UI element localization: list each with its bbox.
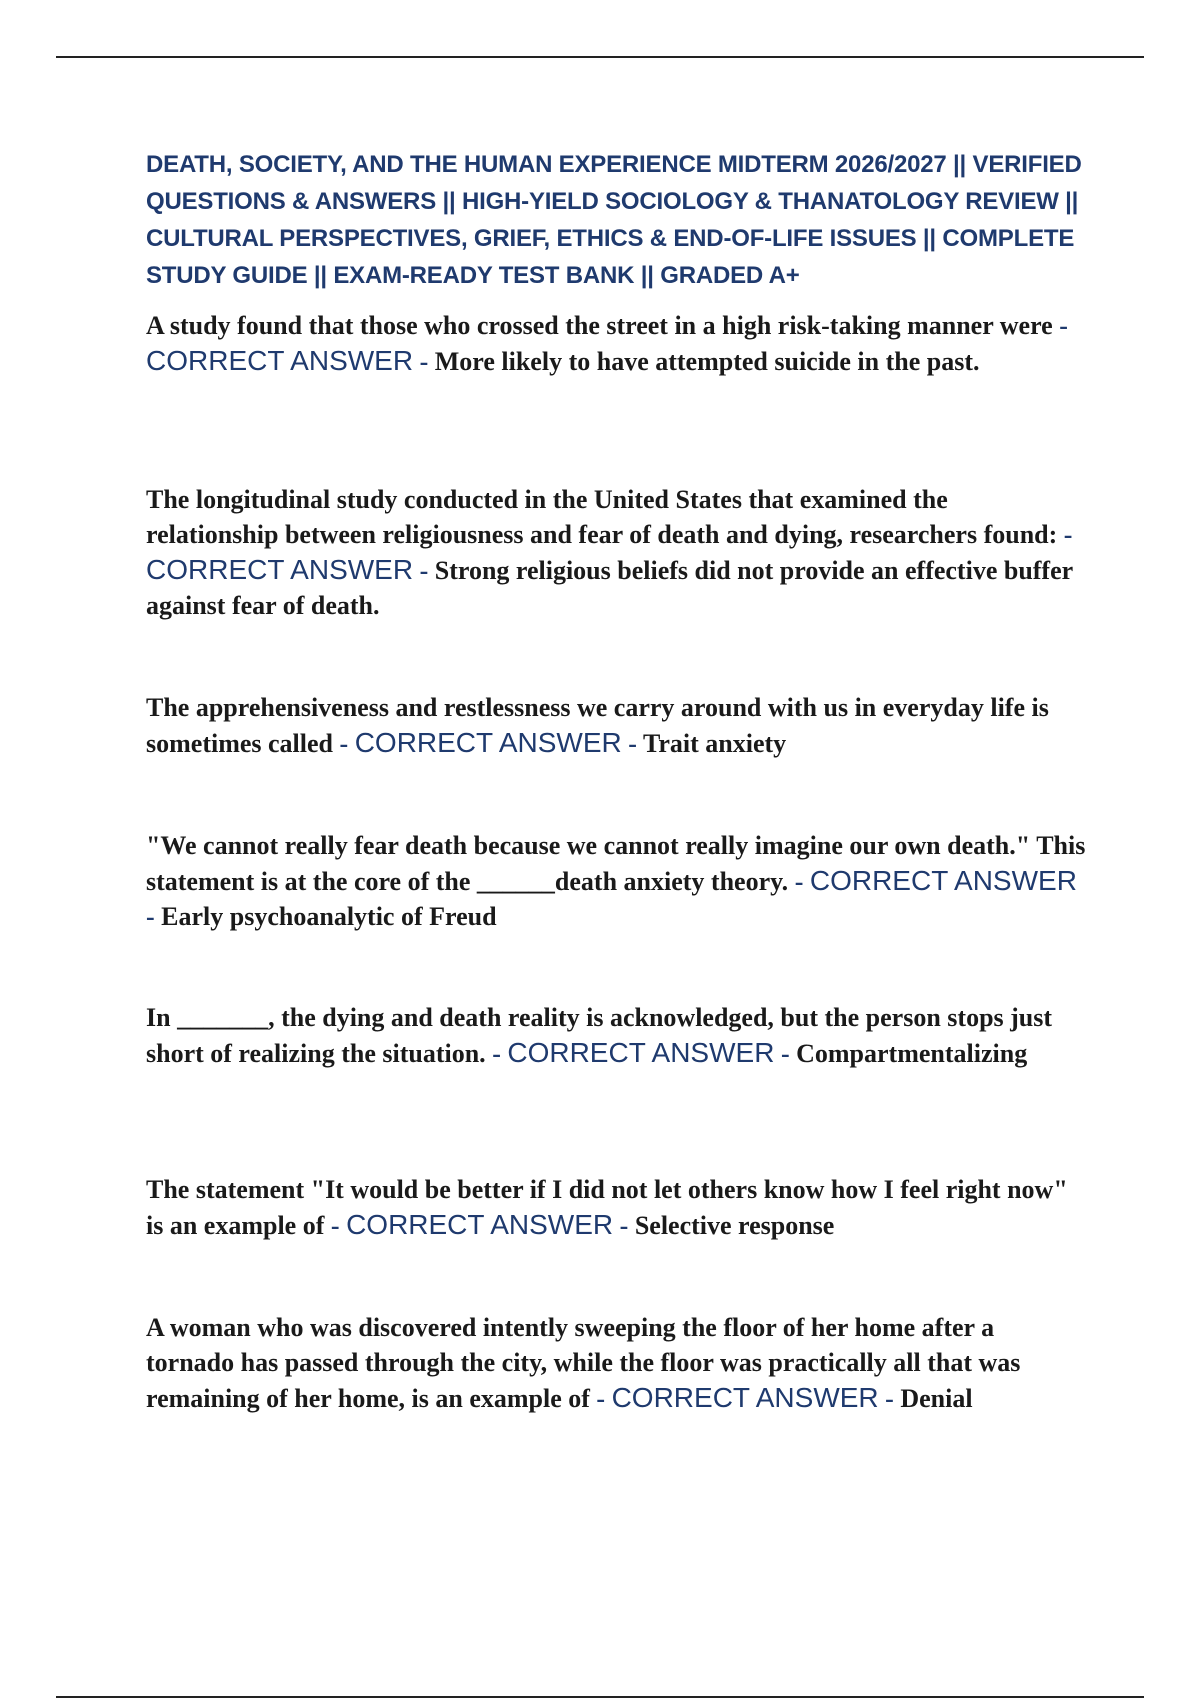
qa-item-2 <box>146 482 1086 623</box>
qa-item-6 <box>146 1172 1086 1243</box>
answer-text: Compartmentalizing <box>796 1039 1028 1068</box>
document-title: DEATH, SOCIETY, AND THE HUMAN EXPERIENCE MIDTERM 2026/2027 || VERIFIED QUESTIONS & ANSWERS || HIGH-YIELD SOCIOLOGY & THANATOLOGY REVIEW || CULTURAL PERSPECTIVES, GRIEF, ETHICS & END-OF-LIFE ISSUES || COMPLETE STUDY GUIDE || EXAM-READY TEST BANK || GRADED A+ <box>146 151 1082 289</box>
qa-item-5 <box>146 1000 1086 1071</box>
answer-text: More likely to have attempted suicide in the past. <box>434 347 980 376</box>
separator: - <box>492 1039 501 1068</box>
question-text: In _______, the dying and death reality is acknowledged, but the person stops just short of realizing the situation. <box>146 1003 1053 1068</box>
separator: - <box>780 1039 790 1068</box>
answer-text: Early psychoanalytic of Freud <box>161 902 497 931</box>
question-text: A woman who was discovered intently sweeping the floor of her home after a tornado has passed through the city, while the floor was practically all that was remaining of her home, is an example of <box>146 1313 1021 1413</box>
correct-answer-label: CORRECT ANSWER <box>146 345 414 376</box>
correct-answer-label: CORRECT ANSWER <box>354 727 622 758</box>
answer-text: Selective response <box>634 1211 835 1240</box>
separator: - <box>339 729 349 758</box>
separator: - <box>330 1211 340 1240</box>
correct-answer-label: CORRECT ANSWER <box>146 554 414 585</box>
separator: - <box>1063 520 1073 549</box>
separator: - <box>619 1211 629 1240</box>
qa-item-1 <box>146 308 1086 379</box>
separator: - <box>885 1384 894 1413</box>
separator: - <box>628 729 637 758</box>
qa-item-3 <box>146 690 1086 761</box>
answer-text: Trait anxiety <box>642 729 787 758</box>
correct-answer-label: CORRECT ANSWER <box>507 1037 775 1068</box>
bottom-rule <box>56 1696 1144 1698</box>
correct-answer-label: CORRECT ANSWER <box>809 865 1077 896</box>
top-rule <box>56 56 1144 58</box>
question-text: The longitudinal study conducted in the United States that examined the relationship between religiousness and fear of death and dying, researchers found: <box>146 485 1058 549</box>
separator: - <box>419 347 429 376</box>
question-text: The statement "It would be better if I did not let others know how I feel right now" is an example of <box>146 1175 1068 1240</box>
separator: - <box>794 867 804 896</box>
separator: - <box>596 1384 606 1413</box>
correct-answer-label: CORRECT ANSWER <box>611 1382 879 1413</box>
question-text: A study found that those who crossed the street in a high risk-taking manner were <box>146 311 1053 340</box>
separator: - <box>419 556 429 585</box>
qa-item-4 <box>146 828 1086 934</box>
question-text: "We cannot really fear death because we cannot really imagine our own death." This statement is at the core of the ______death anxiety theory. <box>146 831 1086 896</box>
answer-text: Strong religious beliefs did not provide an effective buffer against fear of death. <box>146 556 1073 620</box>
question-text: The apprehensiveness and restlessness we carry around with us in everyday life is sometimes called <box>146 693 1049 758</box>
qa-item-7 <box>146 1310 1086 1416</box>
separator: - <box>146 902 155 931</box>
separator: - <box>1059 311 1068 340</box>
answer-text: Denial <box>900 1384 973 1413</box>
correct-answer-label: CORRECT ANSWER <box>346 1209 614 1240</box>
